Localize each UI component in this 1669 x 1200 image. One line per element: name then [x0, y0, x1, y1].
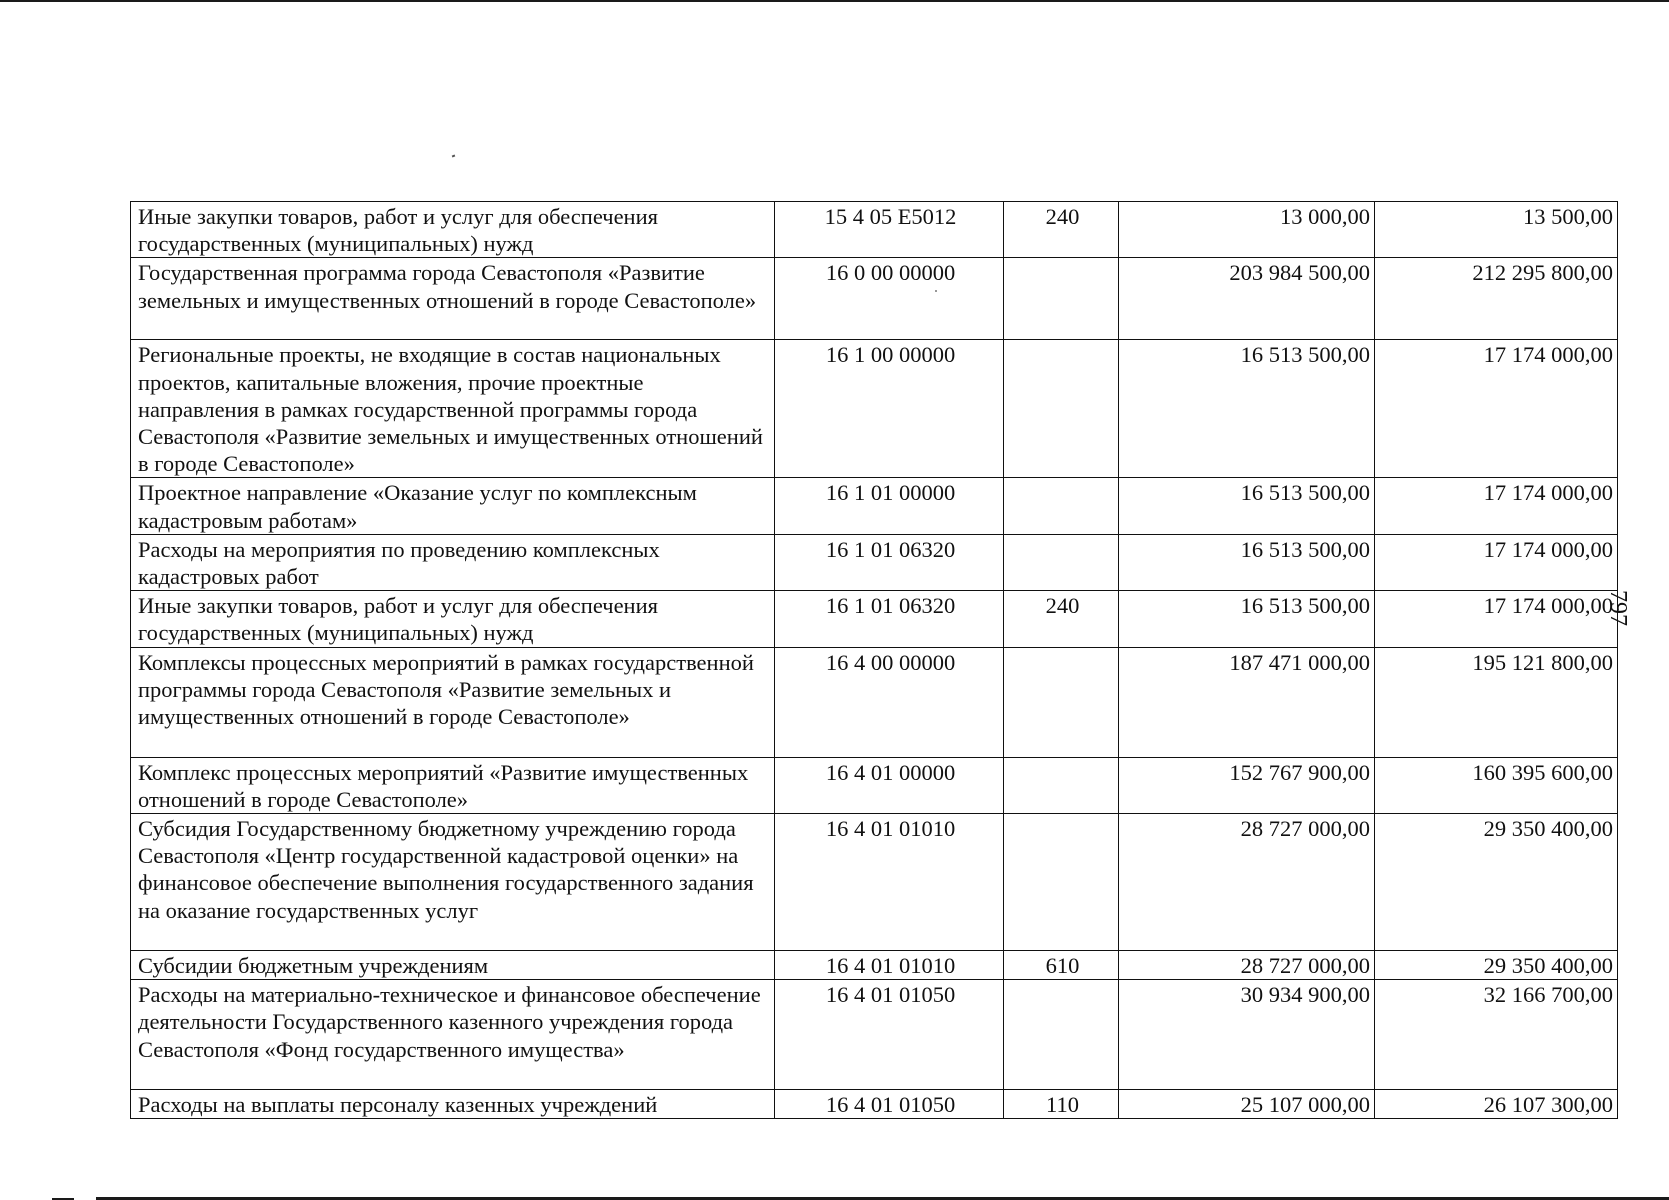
budget-table-body	[131, 202, 1618, 1119]
row-amount-year1-cell: 28 727 000,00	[1119, 951, 1375, 980]
row-amount-year1-cell: 203 984 500,00	[1119, 258, 1375, 340]
row-code-cell: 16 1 01 06320	[775, 534, 1004, 590]
row-amount-year1-cell: 25 107 000,00	[1119, 1090, 1375, 1119]
row-name-cell: Иные закупки товаров, работ и услуг для обеспечения государственных (муниципальных) нужд	[131, 591, 775, 647]
row-name-cell: Региональные проекты, не входящие в состав национальных проектов, капитальные вложения, прочие проектные направления в рамках государственной программы города Севастополя «Развитие земельных и имущественных отношений в городе Севастополе»	[131, 340, 775, 478]
table-row	[131, 814, 1618, 951]
scan-speck	[452, 155, 456, 158]
row-name-cell: Государственная программа города Севастополя «Развитие земельных и имущественных отношений в городе Севастополе»	[131, 258, 775, 340]
row-amount-year1-cell: 16 513 500,00	[1119, 340, 1375, 478]
table-row	[131, 757, 1618, 813]
row-amount-year1-cell: 16 513 500,00	[1119, 534, 1375, 590]
table-row	[131, 980, 1618, 1090]
table-row	[131, 202, 1618, 258]
page-number: 797	[1605, 590, 1631, 626]
row-amount-year1-cell: 16 513 500,00	[1119, 591, 1375, 647]
row-name-cell: Комплексы процессных мероприятий в рамках государственной программы города Севастополя «Развитие земельных и имущественных отношений в городе Севастополе»	[131, 647, 775, 757]
row-expense-type-cell	[1004, 258, 1119, 340]
row-expense-type-cell	[1004, 757, 1119, 813]
row-amount-year2-cell: 17 174 000,00	[1375, 340, 1618, 478]
table-row	[131, 1090, 1618, 1119]
table-row	[131, 647, 1618, 757]
row-name-cell: Проектное направление «Оказание услуг по комплексным кадастровым работам»	[131, 478, 775, 534]
row-amount-year1-cell: 28 727 000,00	[1119, 814, 1375, 951]
row-amount-year2-cell: 212 295 800,00	[1375, 258, 1618, 340]
row-expense-type-cell	[1004, 534, 1119, 590]
row-amount-year2-cell: 32 166 700,00	[1375, 980, 1618, 1090]
row-code-cell: 16 1 00 00000	[775, 340, 1004, 478]
row-code-cell: 16 0 00 00000	[775, 258, 1004, 340]
row-name-cell: Расходы на выплаты персоналу казенных учреждений	[131, 1090, 775, 1119]
row-name-cell: Субсидия Государственному бюджетному учреждению города Севастополя «Центр государственной кадастровой оценки» на финансовое обеспечение выполнения государственного задания на оказание государственных услуг	[131, 814, 775, 951]
scan-top-border	[0, 0, 1669, 2]
row-expense-type-cell	[1004, 647, 1119, 757]
row-expense-type-cell	[1004, 814, 1119, 951]
row-expense-type-cell: 110	[1004, 1090, 1119, 1119]
row-code-cell: 16 1 01 00000	[775, 478, 1004, 534]
row-amount-year2-cell: 195 121 800,00	[1375, 647, 1618, 757]
row-amount-year1-cell: 187 471 000,00	[1119, 647, 1375, 757]
row-expense-type-cell: 240	[1004, 591, 1119, 647]
row-expense-type-cell	[1004, 980, 1119, 1090]
table-row	[131, 951, 1618, 980]
row-name-cell: Иные закупки товаров, работ и услуг для обеспечения государственных (муниципальных) нужд	[131, 202, 775, 258]
row-amount-year2-cell: 17 174 000,00	[1375, 534, 1618, 590]
row-expense-type-cell: 610	[1004, 951, 1119, 980]
row-code-cell: 16 4 01 01010	[775, 814, 1004, 951]
row-amount-year1-cell: 152 767 900,00	[1119, 757, 1375, 813]
row-amount-year2-cell: 29 350 400,00	[1375, 951, 1618, 980]
row-code-cell: 16 4 01 01050	[775, 980, 1004, 1090]
row-amount-year2-cell: 17 174 000,00	[1375, 591, 1618, 647]
row-code-cell: 16 4 01 01050	[775, 1090, 1004, 1119]
row-code-cell: 16 1 01 06320	[775, 591, 1004, 647]
row-amount-year1-cell: 30 934 900,00	[1119, 980, 1375, 1090]
row-expense-type-cell	[1004, 340, 1119, 478]
table-row	[131, 534, 1618, 590]
row-name-cell: Расходы на материально-техническое и финансовое обеспечение деятельности Государственного казенного учреждения города Севастополя «Фонд государственного имущества»	[131, 980, 775, 1090]
table-row	[131, 340, 1618, 478]
table-row	[131, 591, 1618, 647]
row-name-cell: Субсидии бюджетным учреждениям	[131, 951, 775, 980]
row-expense-type-cell: 240	[1004, 202, 1119, 258]
row-amount-year2-cell: 26 107 300,00	[1375, 1090, 1618, 1119]
row-name-cell: Расходы на мероприятия по проведению комплексных кадастровых работ	[131, 534, 775, 590]
table-row	[131, 258, 1618, 340]
row-amount-year1-cell: 13 000,00	[1119, 202, 1375, 258]
row-amount-year2-cell: 17 174 000,00	[1375, 478, 1618, 534]
row-code-cell: 16 4 00 00000	[775, 647, 1004, 757]
row-code-cell: 16 4 01 00000	[775, 757, 1004, 813]
row-amount-year2-cell: 160 395 600,00	[1375, 757, 1618, 813]
row-code-cell: 16 4 01 01010	[775, 951, 1004, 980]
row-expense-type-cell	[1004, 478, 1119, 534]
table-row	[131, 478, 1618, 534]
row-amount-year2-cell: 13 500,00	[1375, 202, 1618, 258]
row-code-cell: 15 4 05 E5012	[775, 202, 1004, 258]
row-name-cell: Комплекс процессных мероприятий «Развитие имущественных отношений в городе Севастополе»	[131, 757, 775, 813]
row-amount-year1-cell: 16 513 500,00	[1119, 478, 1375, 534]
budget-table	[130, 201, 1618, 1119]
row-amount-year2-cell: 29 350 400,00	[1375, 814, 1618, 951]
